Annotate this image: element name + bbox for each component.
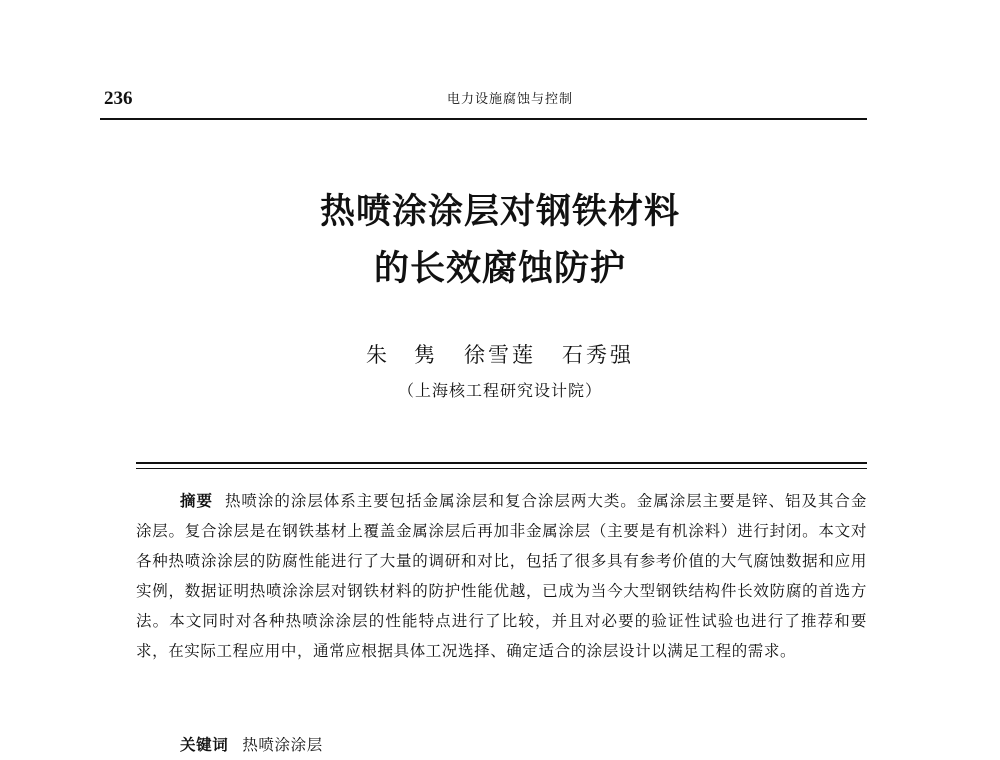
author-2: 徐雪莲 bbox=[464, 343, 536, 367]
author-3: 石秀强 bbox=[562, 343, 634, 367]
section-rule-thin bbox=[136, 468, 867, 469]
affiliation: （上海核工程研究设计院） bbox=[397, 381, 602, 400]
page-number: 236 bbox=[104, 88, 133, 109]
title-line-1: 热喷涂涂层对钢铁材料 bbox=[319, 192, 680, 232]
author-1: 朱 隽 bbox=[366, 343, 438, 367]
abstract-label: 摘要 bbox=[180, 492, 213, 510]
abstract-text: 热喷涂的涂层体系主要包括金属涂层和复合涂层两大类。金属涂层主要是锌、铝及其合金涂层。复合涂层是在钢铁基材上覆盖金属涂层后再加非金属涂层（主要是有机涂料）进行封闭。本文对各种热喷涂涂层的防腐性能进行了大量的调研和对比，包括了很多具有参考价值的大气腐蚀数据和应用实例，数据证明热喷涂涂层对钢铁材料的防护性能优越，已成为当今大型钢铁结构件长效防腐的首选方法。本文同时对各种热喷涂涂层的性能特点进行了比较，并且对必要的验证性试验也进行了推荐和要求，在实际工程应用中，通常应根据具体工况选择、确定适合的涂层设计以满足工程的需求。 bbox=[136, 492, 868, 660]
keywords-text: 热喷涂涂层 bbox=[242, 736, 323, 754]
keywords-label: 关键词 bbox=[180, 736, 229, 754]
title-line-2: 的长效腐蚀防护 bbox=[373, 249, 626, 289]
abstract bbox=[136, 486, 867, 666]
running-header: 电力设施腐蚀与控制 bbox=[446, 92, 573, 107]
header-rule bbox=[100, 118, 867, 120]
keywords bbox=[180, 733, 323, 757]
author-list bbox=[200, 341, 800, 369]
section-rule-thick bbox=[136, 462, 867, 464]
